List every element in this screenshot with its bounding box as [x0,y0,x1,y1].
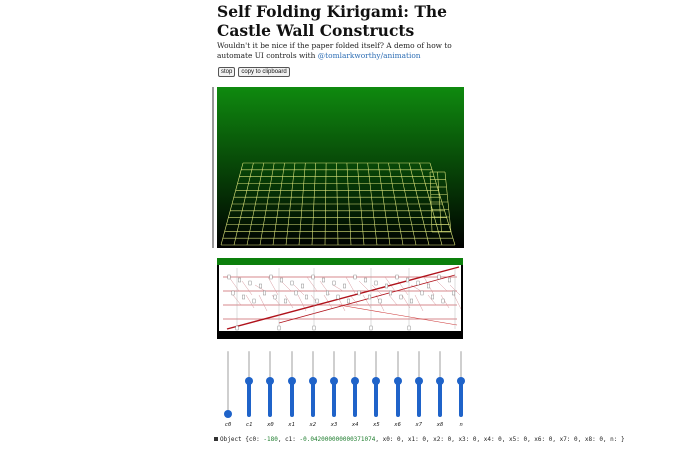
fold-node [249,281,251,285]
slider-c1[interactable] [241,348,257,434]
fold-node [417,281,419,285]
slider-x2[interactable] [305,348,321,434]
fold-node [343,284,345,288]
fold-line [415,295,423,311]
slider-label: c0 [224,422,232,428]
fold-node [284,299,286,303]
slider-thumb[interactable] [372,377,380,385]
slider-x6[interactable] [390,348,406,434]
fold-line [333,285,343,291]
slider-x5[interactable] [368,348,384,434]
fold-node [238,278,240,282]
fold-line [346,277,356,295]
fold-line [339,305,457,325]
fold-line [268,277,278,295]
control-buttons [218,67,290,77]
fold-node [305,295,307,299]
slider-track [227,351,229,417]
fold-node [326,291,328,295]
fold-node [278,326,280,330]
fold-node [347,299,349,303]
fold-line [402,295,410,308]
fold-node [301,284,303,288]
slider-label: x6 [394,422,401,428]
parameter-sliders [217,348,477,434]
slider-x8[interactable] [432,348,448,434]
slider-fill [353,381,357,417]
slider-fill [374,381,378,417]
fold-node [322,278,324,282]
slider-thumb[interactable] [351,377,359,385]
slider-label: x8 [436,422,444,428]
slider-thumb[interactable] [436,377,444,385]
slider-label: x2 [309,422,317,428]
fold-node [385,284,387,288]
slider-label: x5 [373,422,380,428]
slider-thumb[interactable] [415,377,423,385]
intro-text: Wouldn't it be nice if the paper folded itself? A demo of how to automate UI controls with [217,41,452,60]
fold-line [229,277,239,291]
fold-node [427,284,429,288]
console-c0: -180 [263,436,278,443]
slider-fill [247,381,251,417]
fold-node [400,295,402,299]
fold-node [370,326,372,330]
slider-fill [438,381,442,417]
fold-node [274,295,276,299]
fold-node [408,326,410,330]
slider-label: x7 [415,422,423,428]
kirigami-3d-scene[interactable] [217,87,464,248]
expand-triangle-icon[interactable] [214,437,218,441]
fold-node [448,278,450,282]
fold-node [410,299,412,303]
fold-line [281,281,291,291]
fold-node [253,299,255,303]
fold-node [242,295,244,299]
fold-node [228,275,230,279]
slider-fill [311,381,315,417]
fold-node [337,295,339,299]
fold-node [313,326,315,330]
slider-thumb[interactable] [288,377,296,385]
slider-thumb[interactable] [245,377,253,385]
console-rest: , x0: 0, x1: 0, x2: 0, x3: 0, x4: 0, x5: 0, x6: 0, x7: 0, x8: 0, n: } [375,436,625,443]
slider-label: x1 [288,422,295,428]
fold-node [232,291,234,295]
slider-thumb[interactable] [224,410,232,418]
slider-thumb[interactable] [457,377,465,385]
slider-fill [396,381,400,417]
console-output [214,436,634,443]
fold-node [431,295,433,299]
slider-n[interactable] [453,348,469,434]
slider-fill [332,381,336,417]
copy-to-clipboard-button[interactable]: copy to clipboard [238,67,289,77]
fold-node [291,281,293,285]
fold-node [379,299,381,303]
slider-fill [459,381,463,417]
slider-thumb[interactable] [309,377,317,385]
fold-node [270,275,272,279]
fold-node [406,278,408,282]
slider-label: n [459,422,463,428]
diagram-canvas [219,265,461,331]
kirigami-grid [217,87,464,248]
fold-node [452,291,454,295]
slider-x4[interactable] [347,348,363,434]
slider-fill [417,381,421,417]
fold-node [442,299,444,303]
slider-thumb[interactable] [266,377,274,385]
fold-node [389,291,391,295]
slider-x3[interactable] [326,348,342,434]
fold-node [421,291,423,295]
fold-node [396,275,398,279]
diagram-top-band [217,258,463,265]
animation-link[interactable]: @tomlarkworthy/animation [317,51,421,60]
fold-node [259,284,261,288]
fold-node [312,275,314,279]
slider-c0[interactable] [220,348,236,434]
slider-thumb[interactable] [394,377,402,385]
fold-line [437,281,447,291]
fold-node [280,278,282,282]
slider-fill [268,381,272,417]
slider-thumb[interactable] [330,377,338,385]
fold-node [333,281,335,285]
fold-node [263,291,265,295]
stop-button[interactable]: stop [218,67,235,77]
fold-line [259,295,267,311]
slider-label: c1 [245,422,253,428]
fold-line [359,281,369,291]
fold-lines [219,265,461,331]
fold-node [375,281,377,285]
fold-node [236,326,238,330]
slider-label: x3 [330,422,338,428]
fold-line [389,295,397,305]
fold-node [358,291,360,295]
slider-x7[interactable] [411,348,427,434]
fold-node [368,295,370,299]
fold-node [364,278,366,282]
fold-diagram[interactable] [217,258,463,339]
slider-label: x4 [351,422,359,428]
fold-node [438,275,440,279]
intro-paragraph [217,41,487,61]
slider-fill [290,381,294,417]
console-c1: -0.042000000000371074 [299,436,376,443]
slider-x1[interactable] [284,348,300,434]
fold-node [295,291,297,295]
slider-x0[interactable] [262,348,278,434]
console-mid: , c1: [277,436,300,443]
fold-node [354,275,356,279]
console-prefix: Object {c0: [220,436,264,443]
page-title: Self Folding Kirigami: The Castle Wall Constructs [217,2,447,40]
fold-node [316,299,318,303]
cell-marker-scene [212,87,214,248]
slider-label: x0 [267,422,274,428]
